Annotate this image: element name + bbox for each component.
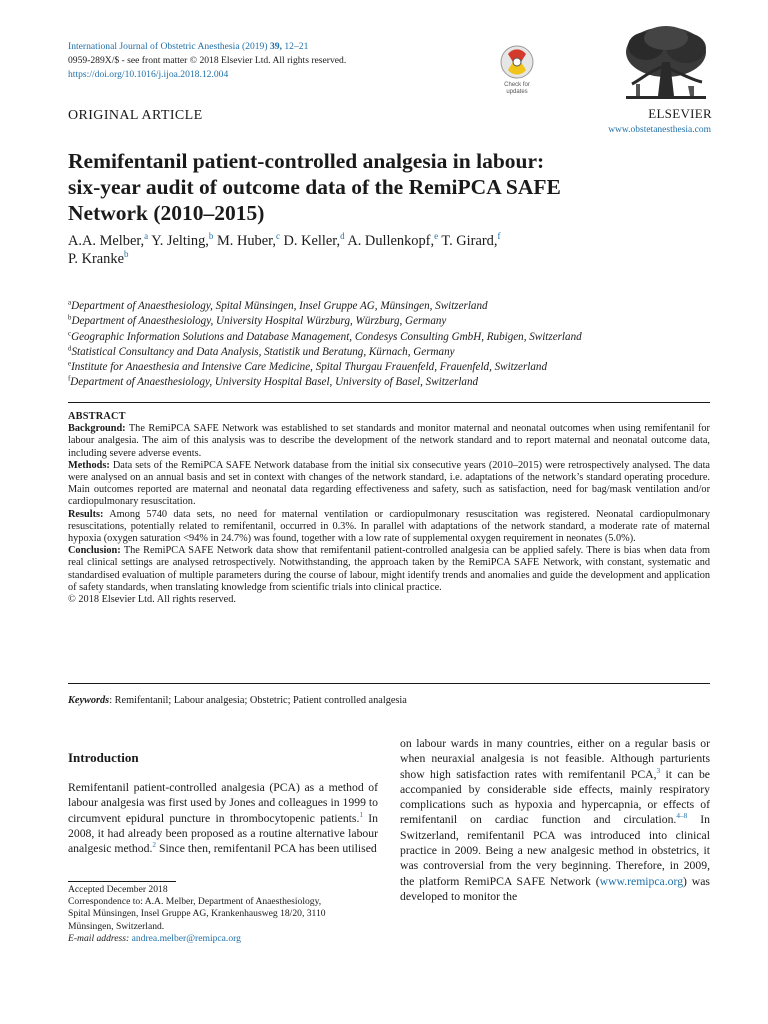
affiliation-text: Statistical Consultancy and Data Analysis, Statistik und Beratung, Kürnach, Germany <box>71 345 455 358</box>
body-text: Since then, remifentanil PCA has been utilised <box>156 842 377 856</box>
affiliation-key: e <box>68 360 72 368</box>
section-heading-introduction: Introduction <box>68 750 139 765</box>
citation-link[interactable]: 3 <box>656 766 661 775</box>
journal-reference <box>68 40 346 82</box>
journal-name-link[interactable]: International Journal of Obstetric Anesthesia (2019) <box>68 41 268 52</box>
affiliation-key: d <box>68 345 72 353</box>
abstract-top-rule <box>68 402 710 403</box>
abstract-background <box>68 423 710 460</box>
affiliation-item <box>68 360 708 375</box>
affiliation-text: Department of Anaesthesiology, Spital Münsingen, Insel Gruppe AG, Münsingen, Switzerland <box>71 300 488 312</box>
abstract-heading: ABSTRACT <box>68 411 126 422</box>
affiliation-item <box>68 299 708 314</box>
author-name[interactable]: D. Keller, <box>283 233 341 249</box>
affiliation-key: f <box>68 375 71 383</box>
check-for-updates-badge[interactable] <box>497 44 537 98</box>
affiliation-item <box>68 375 708 390</box>
affiliation-item <box>68 345 708 360</box>
citation-link[interactable]: 1 <box>359 810 364 819</box>
author-affiliation-mark[interactable]: a <box>144 231 149 242</box>
author-affiliation-mark[interactable]: b <box>208 231 214 242</box>
affiliation-list <box>68 299 708 391</box>
keywords-text: : Remifentanil; Labour analgesia; Obstetric; Patient controlled analgesia <box>109 695 407 706</box>
check-updates-label: Check for updates <box>504 82 530 95</box>
article-type: ORIGINAL ARTICLE <box>68 108 203 123</box>
abstract-bottom-rule <box>68 683 710 684</box>
body-text: ) was developed to monitor the <box>400 874 710 903</box>
correspondence-footnote <box>68 884 380 945</box>
abstract-text: Data sets of the RemiPCA SAFE Network database from the initial six consecutive years (2010–2015) were retrospectively analysed. The data were analysed on an annual basis and set in context with changes of the network standard, i.e. adaptations of the network’s standard operating procedure. Main outcomes reported are maternal and neonatal data regarding effectiveness and safety, such as satisfaction, need for bag/mask ventilation and/or cardiopulmonary resuscitation. <box>68 459 710 508</box>
publisher-name: ELSEVIER <box>648 106 712 121</box>
keywords-label: Keywords <box>68 695 110 706</box>
journal-pages: 12–21 <box>284 41 309 52</box>
affiliation-key: b <box>68 314 72 322</box>
title-line: six-year audit of outcome data of the RemiPCA SAFE <box>68 175 561 199</box>
remipca-link[interactable]: www.remipca.org <box>599 874 684 888</box>
author-affiliation-mark[interactable]: d <box>340 231 345 242</box>
accepted-date: Accepted December 2018 <box>68 884 168 895</box>
author-name[interactable]: Y. Jelting, <box>151 233 209 249</box>
body-text: In 2008, it had already been proposed as a routine alternative labour analgesic method. <box>68 811 378 856</box>
abstract-label: Results: <box>68 508 104 520</box>
body-text: it can be accompanied by considerable side effects, mainly respiratory complications such as hypoxia and hypercapnia, or effects of remifentanil on cardiac function and circulation. <box>400 767 710 827</box>
author-affiliation-mark[interactable]: b <box>123 249 129 260</box>
author-name[interactable]: T. Girard, <box>441 233 498 249</box>
elsevier-tree-logo <box>618 22 714 108</box>
journal-volume: 39, <box>269 41 282 52</box>
abstract-label: Conclusion: <box>68 545 121 557</box>
body-column-right <box>400 736 710 904</box>
affiliation-key: a <box>68 299 72 307</box>
journal-website-link[interactable]: www.obstetanesthesia.com <box>608 125 711 135</box>
email-label: E-mail address: <box>68 932 130 944</box>
tree-icon <box>618 22 714 108</box>
journal-citation[interactable] <box>68 40 346 54</box>
email-link[interactable]: andrea.melber@remipca.org <box>131 932 241 944</box>
doi-link[interactable]: https://doi.org/10.1016/j.ijoa.2018.12.004 <box>68 69 229 80</box>
correspondence-line: Münsingen, Switzerland. <box>68 920 165 932</box>
citation-link[interactable]: 2 <box>152 841 157 850</box>
keywords <box>68 695 708 706</box>
title-line: Remifentanil patient-controlled analgesia in labour: <box>68 149 545 173</box>
body-column-left <box>68 780 378 856</box>
author-name[interactable]: M. Huber, <box>216 233 276 249</box>
affiliation-text: Geographic Information Solutions and Database Management, Condesys Consulting GmbH, Rubigen, Switzerland <box>71 330 582 343</box>
body-text: Remifentanil patient-controlled analgesia (PCA) as a method of labour analgesia was first used by Jones and colleagues in 1999 to circumvent epidural puncture in thrombocytopenic patients. <box>68 781 378 825</box>
title-line: Network (2010–2015) <box>68 201 265 225</box>
body-text: on labour wards in many countries, either on a regular basis or when neuraxial analgesia is not feasible. Although parturients show high satisfaction rates with remifentanil PCA, <box>400 737 710 781</box>
affiliation-key: c <box>68 329 72 337</box>
footnote-rule <box>68 881 176 882</box>
citation-link[interactable]: 4–8 <box>676 812 688 821</box>
abstract-methods <box>68 460 710 509</box>
correspondence-line: Spital Münsingen, Insel Gruppe AG, Krankenhausweg 18/20, 3110 <box>68 908 326 920</box>
affiliation-text: Department of Anaesthesiology, University Hospital Basel, University of Basel, Switzerland <box>70 376 479 389</box>
abstract-conclusion <box>68 545 710 594</box>
abstract-label: Background: <box>68 423 126 435</box>
author-affiliation-mark[interactable]: c <box>275 231 280 242</box>
affiliation-text: Institute for Anaesthesia and Intensive Care Medicine, Spital Thurgau Frauenfeld, Frauenfeld, Switzerland <box>71 361 548 374</box>
author-name[interactable]: P. Kranke <box>68 251 124 267</box>
article-title <box>68 148 708 226</box>
correspondence-line: Correspondence to: A.A. Melber, Department of Anaesthesiology, <box>68 896 322 908</box>
affiliation-item <box>68 314 708 329</box>
author-list <box>68 232 708 268</box>
author-affiliation-mark[interactable]: e <box>434 231 439 242</box>
author-name[interactable]: A. Dullenkopf, <box>347 233 435 249</box>
body-text: In Switzerland, remifentanil PCA was introduced into clinical practice in 2009. Being a new analgesic method in obstetrics, it was controversial from the very beginning. Therefore, in 2009, the platform RemiPCA SAFE Network ( <box>400 813 710 888</box>
abstract-text: The RemiPCA SAFE Network was established to set standards and monitor maternal and neonatal outcomes when using remifentanil for labour analgesia. The aim of this analysis was to describe the development of the network standard and to report maternal and neonatal outcome data, including severe adverse events. <box>68 423 710 459</box>
affiliation-item <box>68 330 708 345</box>
abstract-text: The RemiPCA SAFE Network data show that remifentanil patient-controlled analgesia can be applied safely. There is bias when data from real clinical settings are analysed retrospectively. Notwithstanding, the approach taken by the RemiPCA SAFE Network, with constant, systematic and standardised evaluation of multiple parameters during the course of labour, might identify trends and anomalies and guide the development and application of safety standards, when translating knowledge from scientific trials into clinical practice. <box>68 545 710 593</box>
abstract <box>68 411 710 606</box>
abstract-copyright: © 2018 Elsevier Ltd. All rights reserved. <box>68 594 236 606</box>
affiliation-text: Department of Anaesthesiology, University Hospital Würzburg, Würzburg, Germany <box>71 315 447 328</box>
abstract-label: Methods: <box>68 459 110 471</box>
issn-line: 0959-289X/$ - see front matter © 2018 Elsevier Ltd. All rights reserved. <box>68 55 347 66</box>
author-name[interactable]: A.A. Melber, <box>68 233 145 249</box>
abstract-results <box>68 509 710 546</box>
author-affiliation-mark[interactable]: f <box>497 231 501 242</box>
abstract-text: Among 5740 data sets, no need for maternal ventilation or cardiopulmonary resuscitation was registered. Neonatal cardiopulmonary resuscitations, potentially related to remifentanil, occurred in 0.3%. In parallel with adaptations of the network standard, a moderate rate of maternal hypoxia (oxygen saturation <94% in 24.7%) was found, together with a low rate of supplemental oxygen requirement in neonates (5.0%). <box>68 508 710 545</box>
